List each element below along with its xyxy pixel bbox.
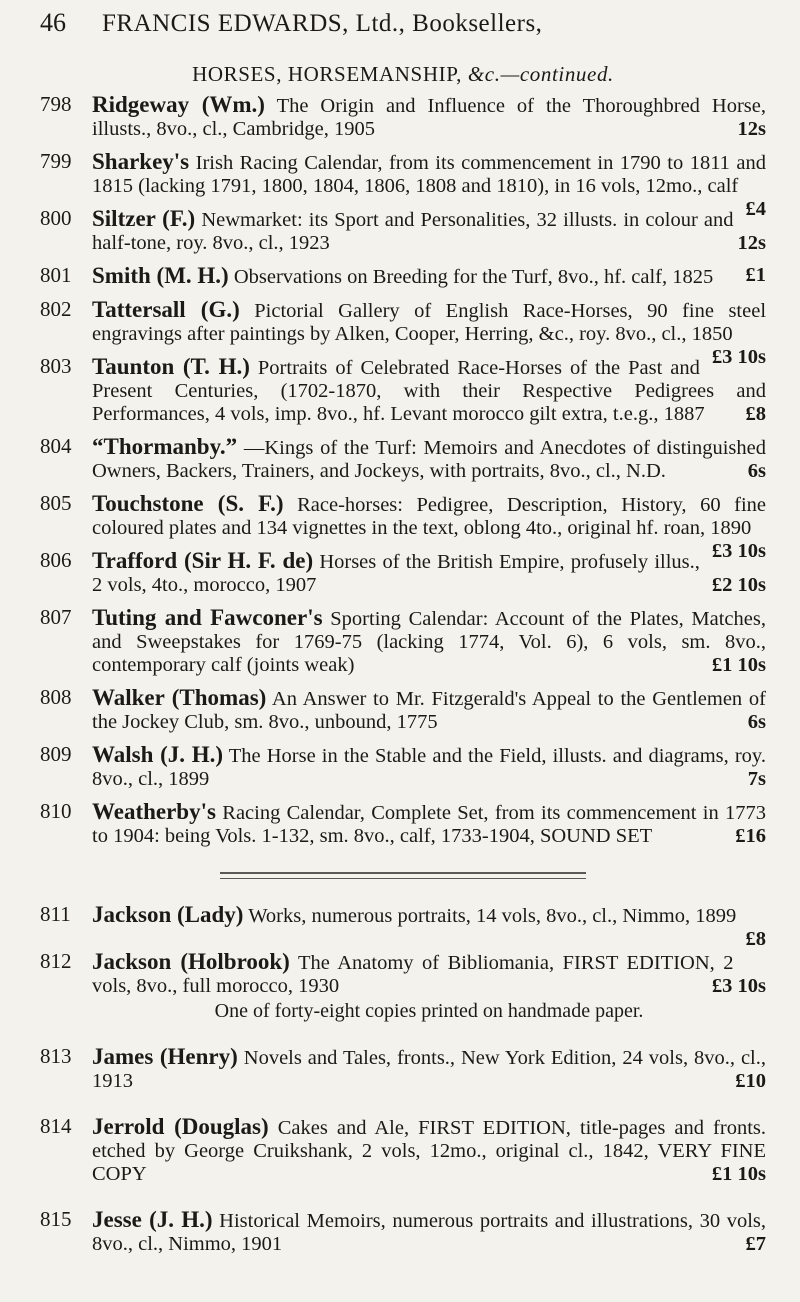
entry-number: 806 (40, 548, 72, 572)
entry-number: 803 (40, 354, 72, 378)
entry-description: Horses of the British Empire, profusely illus., 2 vols, 4to., morocco, 1907 (92, 551, 700, 596)
catalogue-entry (40, 207, 766, 255)
catalogue-entry (40, 1045, 766, 1093)
entry-description: Newmarket: its Sport and Personalities, 32 illusts. in colour and half-tone, roy. 8vo., cl., 1923 (92, 209, 734, 254)
entry-description: The Anatomy of Bibliomania, FIRST EDITION, 2 vols, 8vo., full morocco, 1930 (92, 952, 734, 997)
entry-note: One of forty-eight copies printed on handmade paper. (214, 1000, 644, 1022)
catalogue-entry (40, 1208, 766, 1256)
entry-number: 805 (40, 491, 72, 515)
entry-author: Sharkey's (92, 149, 190, 174)
entry-number: 808 (40, 685, 72, 709)
entry-author: Walker (Thomas) (92, 685, 267, 710)
entry-text (92, 950, 766, 998)
entry-description: Racing Calendar, Complete Set, from its commencement in 1773 to 1904: being Vols. 1-132, sm. 8vo., calf, 1733-1904, SOUND SET (92, 802, 766, 847)
entry-number: 799 (40, 149, 72, 173)
entry-price: £16 (735, 825, 766, 847)
entry-price: £8 (745, 403, 766, 425)
entry-price: £7 (745, 1233, 766, 1255)
entry-author: Trafford (Sir H. F. de) (92, 548, 314, 573)
entry-author: Ridgeway (Wm.) (92, 92, 265, 117)
entry-author: Tuting and Fawconer's (92, 605, 323, 630)
entry-list (40, 93, 766, 848)
entry-author: Taunton (T. H.) (92, 354, 250, 379)
entry-text (92, 1115, 766, 1186)
entry-number: 802 (40, 297, 72, 321)
entry-author: Siltzer (F.) (92, 206, 196, 231)
entry-number: 811 (40, 902, 71, 926)
entry-description: Race-horses: Pedigree, Description, History, 60 fine coloured plates and 134 vignettes in the text, oblong 4to., original hf. roan, 1890 (92, 494, 766, 539)
entry-description: Observations on Breeding for the Turf, 8vo., hf. calf, 1825 (233, 266, 714, 288)
catalogue-entry (40, 264, 766, 289)
entry-price: £8 (745, 928, 766, 950)
publisher-heading: FRANCIS EDWARDS, Ltd., Booksellers, (102, 10, 543, 37)
entry-description: Works, numerous portraits, 14 vols, 8vo., cl., Nimmo, 1899 (248, 905, 737, 927)
entry-description: Irish Racing Calendar, from its commencement in 1790 to 1811 and 1815 (lacking 1791, 1800, 1804, 1806, 1808 and 1810), in 16 vols, 12mo., calf (92, 152, 767, 197)
catalogue-entry (40, 93, 766, 141)
catalogue-entry (40, 686, 766, 734)
catalogue-entry (40, 800, 766, 848)
entry-text (92, 207, 766, 255)
entry-description: —Kings of the Turf: Memoirs and Anecdotes of distinguished Owners, Backers, Trainers, and Jockeys, with portraits, 8vo., cl., N.D. (92, 437, 766, 482)
entry-description: The Horse in the Stable and the Field, illusts. and diagrams, roy. 8vo., cl., 1899 (92, 745, 766, 790)
entry-description: Cakes and Ale, FIRST EDITION, title-pages and fronts. etched by George Cruikshank, 2 vols, 12mo., original cl., 1842, VERY FINE COPY (92, 1117, 767, 1185)
entry-author: “Thormanby.” (92, 434, 238, 459)
catalogue-entry (40, 902, 766, 950)
entry-text (92, 902, 766, 950)
entry-description: An Answer to Mr. Fitzgerald's Appeal to the Gentlemen of the Jockey Club, sm. 8vo., unbound, 1775 (92, 688, 766, 733)
entry-price: 12s (737, 118, 766, 140)
entry-author: Tattersall (G.) (92, 297, 240, 322)
entry-list-2 (40, 903, 766, 1256)
entry-author: Walsh (J. H.) (92, 742, 224, 767)
entry-text (92, 549, 766, 597)
catalogue-entry (40, 743, 766, 791)
section-divider (220, 872, 586, 879)
entry-author: Jackson (Lady) (92, 902, 244, 927)
entry-author: Jesse (J. H.) (92, 1207, 213, 1232)
entry-text (92, 435, 766, 483)
entry-price: 12s (737, 232, 766, 254)
catalogue-entry (40, 606, 766, 677)
entry-price: £1 (745, 264, 766, 286)
entry-description: The Origin and Influence of the Thoroughbred Horse, illusts., 8vo., cl., Cambridge, 1905 (92, 95, 766, 140)
entry-price: £10 (735, 1070, 766, 1092)
entry-price: 6s (747, 711, 766, 733)
entry-price: £2 10s (711, 574, 766, 596)
entry-number: 804 (40, 434, 72, 458)
catalogue-entry (40, 950, 766, 1023)
entry-text (92, 606, 766, 677)
entry-price: £3 10s (711, 540, 766, 562)
section-title (40, 62, 766, 87)
catalogue-entry (40, 549, 766, 597)
entry-author: Touchstone (S. F.) (92, 491, 284, 516)
entry-author: Weatherby's (92, 799, 216, 824)
catalogue-entry (40, 435, 766, 483)
entry-number: 813 (40, 1044, 72, 1068)
entry-text (92, 686, 766, 734)
entry-number: 809 (40, 742, 72, 766)
entry-author: James (Henry) (92, 1044, 238, 1069)
entry-number: 815 (40, 1207, 72, 1231)
entry-text (92, 93, 766, 141)
page-number: 46 (40, 8, 66, 37)
entry-text (92, 800, 766, 848)
entry-number: 807 (40, 605, 72, 629)
entry-price: £3 10s (711, 975, 766, 997)
catalogue-entry (40, 1115, 766, 1186)
entry-price: £1 10s (711, 1163, 766, 1185)
entry-price: £1 10s (711, 654, 766, 676)
entry-description: Sporting Calendar: Account of the Plates, Matches, and Sweepstakes for 1769-75 (lacking 1774, Vol. 6), 6 vols, sm. 8vo., contemporary calf (joints weak) (92, 608, 766, 676)
entry-number: 798 (40, 92, 72, 116)
entry-author: Smith (M. H.) (92, 263, 229, 288)
entry-description: Pictorial Gallery of English Race-Horses, 90 fine steel engravings after paintings by Alken, Cooper, Herring, &c., roy. 8vo., cl., 1850 (92, 300, 767, 345)
entry-text (92, 1208, 766, 1256)
entry-number: 812 (40, 949, 72, 973)
entry-description: Historical Memoirs, numerous portraits and illustrations, 30 vols, 8vo., cl., Nimmo, 1901 (92, 1210, 766, 1255)
entry-author: Jackson (Holbrook) (92, 949, 290, 974)
entry-number: 801 (40, 263, 72, 287)
entry-description: Novels and Tales, fronts., New York Edition, 24 vols, 8vo., cl., 1913 (92, 1047, 767, 1092)
entry-price: £4 (745, 198, 766, 220)
entry-text (92, 355, 766, 426)
entry-price: 6s (747, 460, 766, 482)
entry-number: 810 (40, 799, 72, 823)
entry-text (92, 1045, 766, 1093)
entry-author: Jerrold (Douglas) (92, 1114, 269, 1139)
entry-number: 814 (40, 1114, 72, 1138)
entry-price: 7s (747, 768, 766, 790)
section-title-main: HORSES, HORSEMANSHIP, (192, 62, 462, 86)
section-title-continued: &c.—continued. (467, 62, 614, 86)
catalogue-entry (40, 355, 766, 426)
entry-text (92, 264, 766, 289)
entry-description: Portraits of Celebrated Race-Horses of the Past and Present Centuries, (1702-1870, with their Respective Pedigrees and Performances, 4 vols, imp. 8vo., hf. Levant morocco gilt extra, t.e.g., 1887 (92, 357, 766, 425)
entry-text (92, 743, 766, 791)
running-head (40, 8, 766, 48)
entry-price: £3 10s (711, 346, 766, 368)
entry-number: 800 (40, 206, 72, 230)
